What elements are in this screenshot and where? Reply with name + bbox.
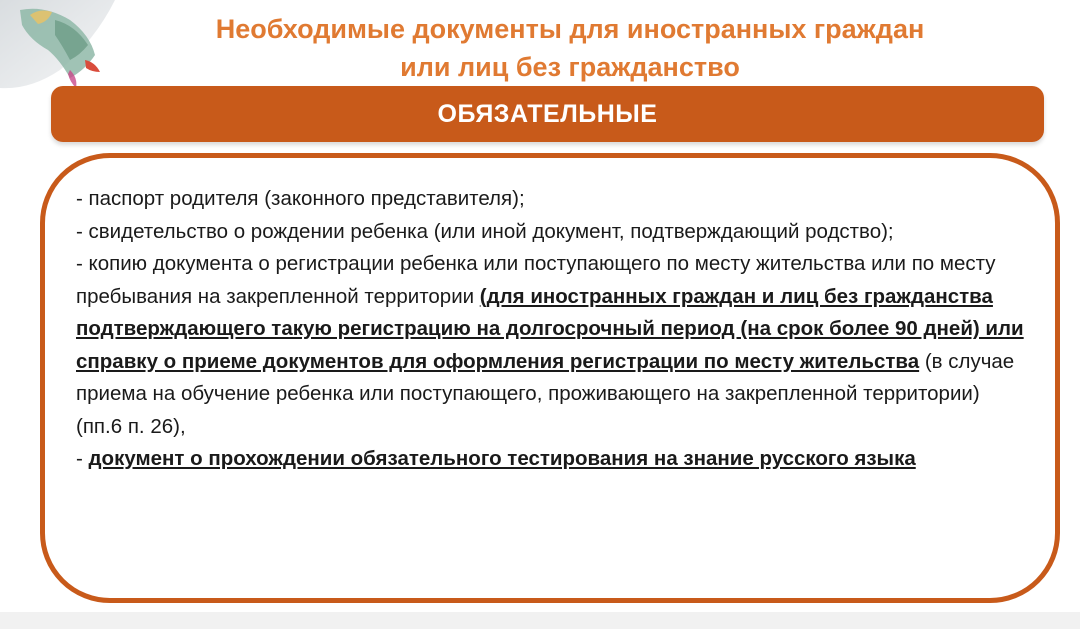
title-line-2: или лиц без гражданство [400,52,740,82]
list-item-passport: - паспорт родителя (законного представителя); [76,187,525,210]
section-banner-label: ОБЯЗАТЕЛЬНЫЕ [437,99,658,128]
language-test-dash: - [76,447,89,470]
registration-note: (в случае приема на обучение ребенка или поступающего, проживающего на закрепленной территории) (пп.6 п. 26), [76,349,1015,438]
list-item-language-test [76,443,1026,476]
list-item-registration [76,248,1026,443]
language-test-text: документ о прохождении обязательного тестирования на знание русского языка [88,447,916,470]
registration-emphasis: (для иностранных граждан и лиц без гражданства подтверждающего такую регистрацию на долгосрочный период (на срок более 90 дней) или справку о приеме документов для оформления регистрации по месту жительства [76,284,1024,373]
bird-logo-icon [0,0,130,90]
documents-list [76,183,1026,476]
page-title [120,10,1020,86]
title-line-1: Необходимые документы для иностранных граждан [215,14,925,44]
bottom-strip [0,612,1080,629]
section-banner [51,86,1044,142]
registration-text: - копию документа о регистрации ребенка или поступающего по месту жительства или по месту пребывания на закрепленной территории [76,252,996,308]
list-item-birth-certificate: - свидетельство о рождении ребенка (или иной документ, подтверждающий родство); [76,219,894,243]
